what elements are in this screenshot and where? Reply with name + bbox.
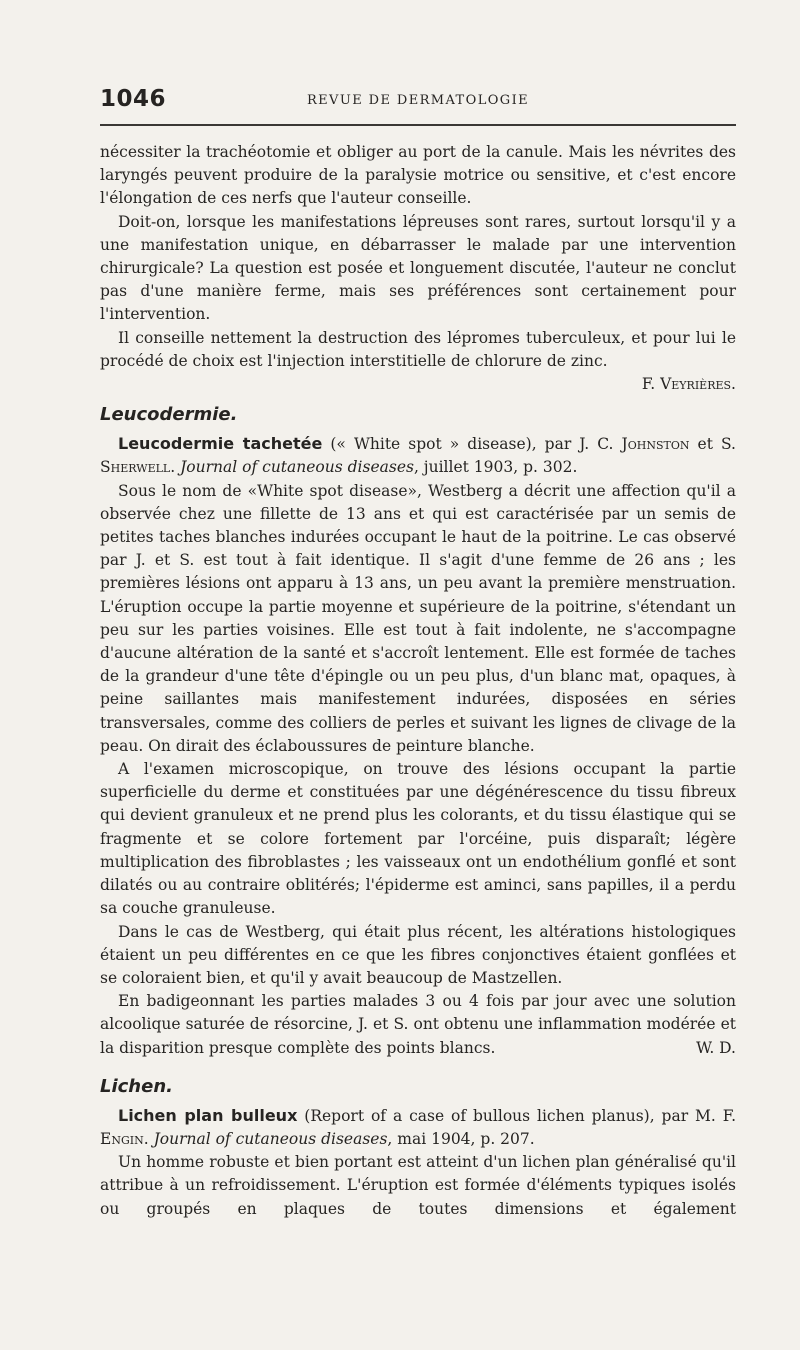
page-body <box>100 141 736 1221</box>
author-name: Sherwell <box>100 458 171 477</box>
signature-wd: W. D. <box>696 1038 736 1057</box>
paragraph-treatment: En badigeonnant les parties malades 3 ou 4 fois par jour avec une solution alcoolique saturée de résorcine, J. et S. ont obtenu une inflammation modérée et la disparition presque complète des points blancs. W. D. <box>100 990 736 1060</box>
section-heading-leucodermie: Leucodermie. <box>100 404 238 426</box>
paragraph-microscopy: A l'examen microscopique, on trouve des lésions occupant la partie superficielle du derme et constituées par une dégénérescence du tissu fibreux qui devient granuleux et ne prend plus les colorants, et du tissu élastique qui se fragmente et se colore fortement par l'orcéine, puis disparaît; légère multiplication des fibroblastes ; les vaisseaux ont un endothélium gonflé et sont dilatés ou au contraire oblitérés; l'épiderme est aminci, sans papilles, il a perdu sa couche granuleuse. <box>100 760 736 918</box>
signature-veyrieres: F. Veyrières. <box>641 375 736 394</box>
journal-name: Journal of cutaneous diseases <box>153 1129 388 1148</box>
paragraph-westberg: Dans le cas de Westberg, qui était plus récent, les altérations histologiques étaient un peu différentes en ce que les fibres conjonctives étaient gonflées et se coloraient bien, et qu'il y avait beaucoup de Mastzellen. <box>100 922 736 987</box>
paragraph-description: Sous le nom de «White spot disease», Westberg a décrit une affection qu'il a observée chez une fillette de 13 ans et qui est caractérisée par un semis de petites taches blanches indurées occupant le haut de la poitrine. Le cas observé par J. et S. est tout à fait identique. Il s'agit d'une femme de 26 ans ; les premières lésions ont apparu à 13 ans, un peu avant la première menstruation. L'éruption occupe la partie moyenne et supérieure de la poitrine, s'étendant un peu sur les parties voisines. Elle est tout à fait indolente, ne s'accompagne d'aucune altération de la santé et s'accroît lentement. Elle est formée de taches de la grandeur d'une tête d'épingle ou un peu plus, d'un blanc mat, opaques, à peine saillantes mais manifestement indurées, disposées en séries transversales, comme des colliers de perles et suivant les lignes de clivage de la peau. On dirait des éclaboussures de peinture blanche. <box>100 481 736 755</box>
header-rule <box>100 124 736 126</box>
running-title: REVUE DE DERMATOLOGIE <box>306 93 529 108</box>
page-number: 1046 <box>100 86 167 112</box>
author-name: Engin <box>100 1129 144 1148</box>
author-name: Johnston <box>621 435 690 454</box>
paragraph-continuation: nécessiter la trachéotomie et obliger au port de la canule. Mais les névrites des laryngés peuvent produire de la paralysie motrice ou sensitive, et c'est encore l'élongation de ces nerfs que l'auteur conseille. <box>100 143 736 208</box>
article-title: Leucodermie tachetée <box>118 434 323 454</box>
section-heading-lichen: Lichen. <box>100 1075 173 1097</box>
paragraph-lichen-case: Un homme robuste et bien portant est atteint d'un lichen plan généralisé qu'il attribue à un refroidissement. L'éruption est formée d'éléments typiques isolés ou groupés en plaques de toutes dimensions et également <box>100 1153 736 1218</box>
paragraph-destruction: Il conseille nettement la destruction des lépromes tuberculeux, et pour lui le procédé de choix est l'injection interstitielle de chlorure de zinc. <box>100 328 736 370</box>
page-header <box>100 86 736 120</box>
article-reference-leucodermie: Leucodermie tachetée (« White spot » disease), par J. C. Johnston et S. Sherwell. Journal of cutaneous diseases, juillet 1903, p. 302. <box>100 434 736 477</box>
article-title: Lichen plan bulleux <box>118 1105 298 1125</box>
article-reference-lichen: Lichen plan bulleux (Report of a case of bullous lichen planus), par M. F. Engin. Journal of cutaneous diseases, mai 1904, p. 207. <box>100 1105 736 1148</box>
journal-name: Journal of cutaneous diseases <box>180 458 414 477</box>
paragraph-intervention: Doit-on, lorsque les manifestations lépreuses sont rares, surtout lorsqu'il y a une manifestation unique, en débarrasser le malade par une intervention chirurgicale? La question est posée et longuement discutée, l'auteur ne conclut pas d'une manière ferme, mais ses préférences sont certainement pour l'intervention. <box>100 212 736 324</box>
